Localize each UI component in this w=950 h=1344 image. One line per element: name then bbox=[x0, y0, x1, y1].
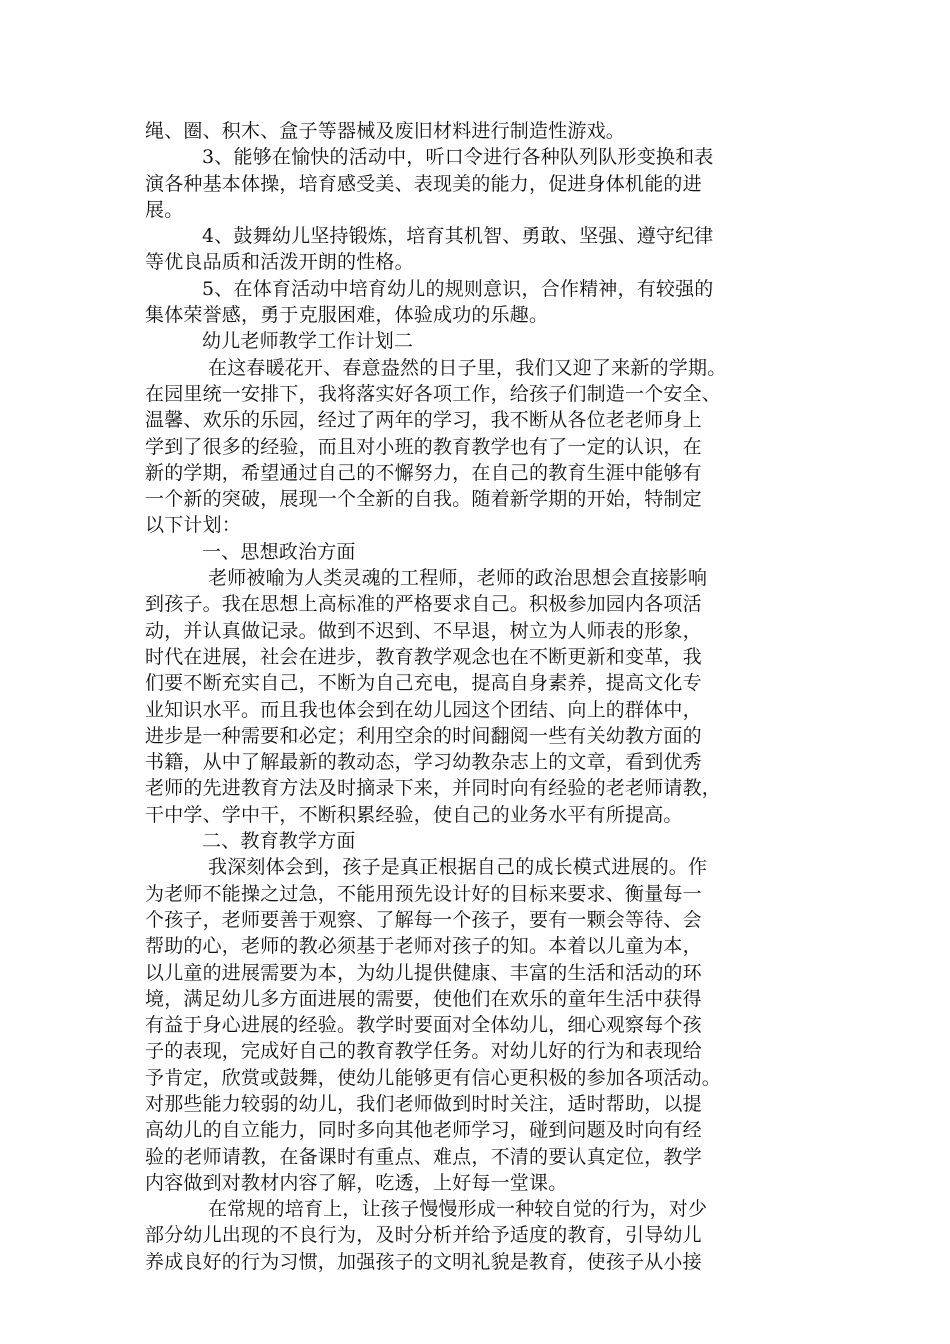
section-heading: 二、教育教学方面 bbox=[202, 830, 356, 853]
document-page bbox=[145, 118, 805, 1275]
text-line: 温馨、欢乐的乐园，经过了两年的学习，我不断从各位老老师身上 bbox=[145, 409, 702, 432]
section-heading: 一、思想政治方面 bbox=[202, 540, 356, 563]
text-line: 新的学期，希望通过自己的不懈努力，在自己的教育生涯中能够有 bbox=[145, 461, 702, 484]
text-line: 为老师不能操之过急，不能用预先设计好的目标来要求、衡量每一 bbox=[145, 882, 702, 905]
text-line: 们要不断充实自己，不断为自己充电，提高自身素养，提高文化专 bbox=[145, 672, 702, 695]
paragraph-first-line: 我深刻体会到，孩子是真正根据自己的成长模式进展的。作 bbox=[208, 856, 708, 879]
text-line: 进步是一种需要和必定；利用空余的时间翻阅一些有关幼教方面的 bbox=[145, 724, 702, 747]
text-line: 绳、圈、积木、盒子等器械及废旧材料进行制造性游戏。 bbox=[145, 120, 626, 142]
text-line: 验的老师请教，在备课时有重点、难点，不清的要认真定位，教学 bbox=[145, 1145, 702, 1168]
text-line: 帮助的心，老师的教必须基于老师对孩子的知。本着以儿童为本， bbox=[145, 935, 702, 958]
text-line: 境，满足幼儿多方面进展的需要，使他们在欢乐的童年生活中获得 bbox=[145, 987, 702, 1010]
text-line: 以下计划： bbox=[145, 514, 242, 537]
text-line: 演各种基本体操，培育感受美、表现美的能力，促进身体机能的进 bbox=[145, 172, 702, 195]
text-line: 对那些能力较弱的幼儿，我们老师做到时时关注，适时帮助，以提 bbox=[145, 1092, 702, 1115]
text-line: 部分幼儿出现的不良行为，及时分析并给予适度的教育，引导幼儿 bbox=[145, 1224, 702, 1247]
text-line: 内容做到对教材内容了解，吃透，上好每一堂课。 bbox=[145, 1171, 568, 1194]
text-line: 高幼儿的自立能力，同时多向其他老师学习，碰到问题及时向有经 bbox=[145, 1119, 702, 1142]
text-line: 养成良好的行为习惯，加强孩子的文明礼貌是教育，使孩子从小接 bbox=[145, 1250, 702, 1273]
numbered-item-line: 3、能够在愉快的活动中，听口令进行各种队列队形变换和表 bbox=[202, 146, 714, 169]
numbered-item-line: 5、在体育活动中培育幼儿的规则意识，合作精神，有较强的 bbox=[202, 277, 714, 300]
section-heading: 幼儿老师教学工作计划二 bbox=[202, 330, 414, 353]
text-line: 以儿童的进展需要为本，为幼儿提供健康、丰富的生活和活动的环 bbox=[145, 961, 702, 984]
text-line: 时代在进展，社会在进步，教育教学观念也在不断更新和变革，我 bbox=[145, 645, 702, 668]
text-line: 个孩子，老师要善于观察、了解每一个孩子，要有一颗会等待、会 bbox=[145, 908, 702, 931]
text-line: 在园里统一安排下，我将落实好各项工作，给孩子们制造一个安全、 bbox=[145, 382, 722, 405]
text-line: 集体荣誉感，勇于克服困难，体验成功的乐趣。 bbox=[145, 304, 549, 327]
text-line: 动，并认真做记录。做到不迟到、不早退，树立为人师表的形象， bbox=[145, 619, 702, 642]
text-line: 业知识水平。而且我也体会到在幼儿园这个团结、向上的群体中， bbox=[145, 698, 702, 721]
text-line: 予肯定，欣赏或鼓舞，使幼儿能够更有信心更积极的参加各项活动。 bbox=[145, 1066, 722, 1089]
text-line: 到孩子。我在思想上高标准的严格要求自己。积极参加园内各项活 bbox=[145, 593, 702, 616]
text-line: 展。 bbox=[145, 198, 184, 221]
text-line: 等优良品质和活泼开朗的性格。 bbox=[145, 251, 414, 274]
text-line: 子的表现，完成好自己的教育教学任务。对幼儿好的行为和表现给 bbox=[145, 1040, 702, 1063]
text-line: 有益于身心进展的经验。教学时要面对全体幼儿，细心观察每个孩 bbox=[145, 1014, 702, 1037]
paragraph-first-line: 老师被喻为人类灵魂的工程师，老师的政治思想会直接影响 bbox=[208, 567, 708, 590]
text-line: 书籍，从中了解最新的教动态，学习幼教杂志上的文章，看到优秀 bbox=[145, 751, 702, 774]
text-line: 老师的先进教育方法及时摘录下来，并同时向有经验的老老师请教， bbox=[145, 777, 722, 800]
paragraph-first-line: 在常规的培育上，让孩子慢慢形成一种较自觉的行为，对少 bbox=[208, 1198, 708, 1221]
numbered-item-line: 4、鼓舞幼儿坚持锻炼，培育其机智、勇敢、坚强、遵守纪律 bbox=[202, 225, 714, 248]
text-line: 一个新的突破，展现一个全新的自我。随着新学期的开始，特制定 bbox=[145, 488, 702, 511]
paragraph-first-line: 在这春暖花开、春意盎然的日子里，我们又迎了来新的学期。 bbox=[208, 356, 727, 379]
text-line: 干中学、学中干，不断积累经验，使自己的业务水平有所提高。 bbox=[145, 803, 683, 826]
text-line: 学到了很多的经验，而且对小班的教育教学也有了一定的认识，在 bbox=[145, 435, 702, 458]
